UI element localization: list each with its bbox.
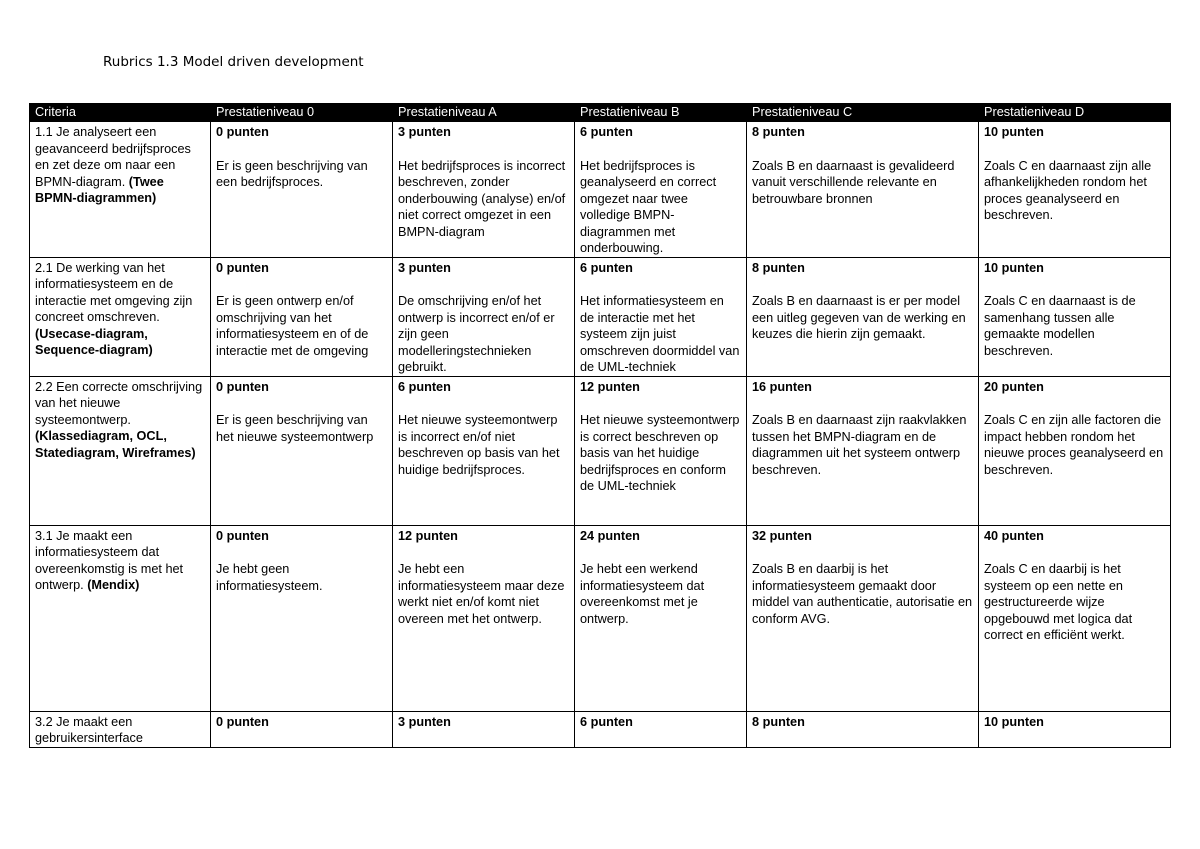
level-points: 6 punten [580,714,633,729]
level-cell [211,376,393,525]
level-points: 0 punten [216,260,269,275]
level-description: Zoals C en daarnaast is de samenhang tussen alle gemaakte modellen beschreven. [984,294,1136,358]
table-row [30,122,1171,258]
level-cell [211,525,393,711]
level-description: Zoals B en daarnaast is er per model een uitleg gegeven van de werking en keuzes die hierin zijn gemaakt. [752,294,966,341]
level-cell [393,711,575,747]
level-description: Het nieuwe systeemontwerp is correct beschreven op basis van het huidige bedrijfsproces en conform de UML-techniek [580,413,740,493]
level-points: 8 punten [752,714,805,729]
header-level-d: Prestatieniveau D [979,104,1171,122]
level-points: 12 punten [398,528,458,543]
level-cell [575,525,747,711]
level-cell [747,257,979,376]
level-cell [575,257,747,376]
level-points: 6 punten [580,125,633,139]
level-points: 10 punten [984,260,1044,275]
level-cell [393,525,575,711]
level-cell [393,122,575,258]
level-points: 3 punten [398,260,451,275]
level-description: Er is geen beschrijving van het nieuwe systeemontwerp [216,413,374,444]
level-description: Zoals B en daarnaast is gevalideerd vanuit verschillende relevante en betrouwbare bronnen [752,158,955,206]
level-cell [393,376,575,525]
level-points: 8 punten [752,260,805,275]
level-cell [575,711,747,747]
level-description: Zoals B en daarnaast zijn raakvlakken tussen het BMPN-diagram en de diagrammen uit het systeem ontwerp beschreven. [752,413,967,477]
level-points: 0 punten [216,125,269,139]
criterion-tag: (Twee BPMN-diagrammen) [35,174,164,205]
level-points: 20 punten [984,379,1044,394]
level-points: 12 punten [580,379,640,394]
criterion-cell [30,711,211,747]
level-description: Het nieuwe systeemontwerp is incorrect en/of niet beschreven op basis van het huidige bedrijfsproces. [398,413,560,477]
criterion-text: 3.1 Je maakt een informatiesysteem dat overeenkomstig is met het ontwerp. [35,528,184,592]
level-cell [211,122,393,258]
level-points: 0 punten [216,714,269,729]
header-row [30,104,1171,122]
criterion-tag: (Usecase-diagram, Sequence-diagram) [35,326,153,357]
level-points: 40 punten [984,528,1044,543]
criterion-text: 3.2 Je maakt een gebruikersinterface [35,714,143,745]
level-cell [979,711,1171,747]
level-description: Zoals C en zijn alle factoren die impact hebben rondom het nieuwe proces geanalyseerd en beschreven. [984,413,1164,477]
level-description: Zoals B en daarbij is het informatiesysteem gemaakt door middel van authenticatie, autorisatie en conform AVG. [752,562,973,626]
header-level-a: Prestatieniveau A [393,104,575,122]
level-cell [747,376,979,525]
level-description: Je hebt een werkend informatiesysteem dat overeenkomst met je ontwerp. [580,562,705,626]
level-description: Het bedrijfsproces is incorrect beschreven, zonder onderbouwing (analyse) en/of niet correct omgezet in een BMPN-diagram [398,158,566,239]
level-points: 3 punten [398,125,451,139]
level-cell [211,711,393,747]
level-description: Je hebt geen informatiesysteem. [216,562,323,593]
level-description: Het bedrijfsproces is geanalyseerd en correct omgezet naar twee volledige BMPN-diagrammen met onderbouwing. [580,158,717,255]
level-points: 10 punten [984,714,1044,729]
criterion-text: 2.2 Een correcte omschrijving van het nieuwe systeemontwerp. [35,379,203,427]
level-cell [979,257,1171,376]
level-points: 16 punten [752,379,812,394]
level-description: Er is geen beschrijving van een bedrijfsproces. [216,158,368,189]
level-points: 3 punten [398,714,451,729]
header-level-c: Prestatieniveau C [747,104,979,122]
header-criteria: Criteria [30,104,211,122]
criterion-tag: (Klassediagram, OCL, Statediagram, Wireframes) [35,429,196,460]
level-description: Je hebt een informatiesysteem maar deze werkt niet en/of komt niet overeen met het ontwerp. [398,562,565,626]
level-cell [747,122,979,258]
level-points: 32 punten [752,528,812,543]
criterion-tag: (Mendix) [87,578,140,592]
level-cell [747,525,979,711]
level-cell [747,711,979,747]
level-description: Zoals C en daarbij is het systeem op een nette en gestructureerde wijze opgebouwd met logica dat correct en efficiënt werkt. [984,562,1133,642]
level-points: 24 punten [580,528,640,543]
level-description: De omschrijving en/of het ontwerp is incorrect en/of er zijn geen modelleringstechnieken gebruikt. [398,294,555,374]
table-row [30,711,1171,747]
level-cell [575,376,747,525]
level-cell [979,122,1171,258]
level-points: 6 punten [398,379,451,394]
level-points: 10 punten [984,125,1044,139]
level-cell [979,376,1171,525]
rubric-table [29,103,1171,748]
level-cell [393,257,575,376]
table-row [30,257,1171,376]
level-description: Er is geen ontwerp en/of omschrijving van het informatiesysteem en of de interactie met de omgeving [216,294,369,358]
header-level-b: Prestatieniveau B [575,104,747,122]
criterion-cell [30,122,211,258]
document-title: Rubrics 1.3 Model driven development [103,54,364,70]
header-level-0: Prestatieniveau 0 [211,104,393,122]
criterion-cell [30,376,211,525]
level-description: Zoals C en daarnaast zijn alle afhankelijkheden rondom het proces geanalyseerd en beschreven. [984,158,1152,222]
criterion-cell [30,525,211,711]
table-row [30,376,1171,525]
level-points: 6 punten [580,260,633,275]
level-points: 0 punten [216,379,269,394]
table-row [30,525,1171,711]
criterion-text: 2.1 De werking van het informatiesysteem en de interactie met omgeving zijn concreet omschreven. [35,260,193,324]
level-points: 8 punten [752,125,805,139]
criterion-cell [30,257,211,376]
level-cell [575,122,747,258]
level-points: 0 punten [216,528,269,543]
level-cell [211,257,393,376]
level-cell [979,525,1171,711]
level-description: Het informatiesysteem en de interactie met het systeem zijn juist omschreven doormiddel van de UML-techniek [580,294,740,374]
criterion-text: 1.1 Je analyseert een geavanceerd bedrijfsproces en zet deze om naar een BPMN-diagram. [35,125,191,189]
